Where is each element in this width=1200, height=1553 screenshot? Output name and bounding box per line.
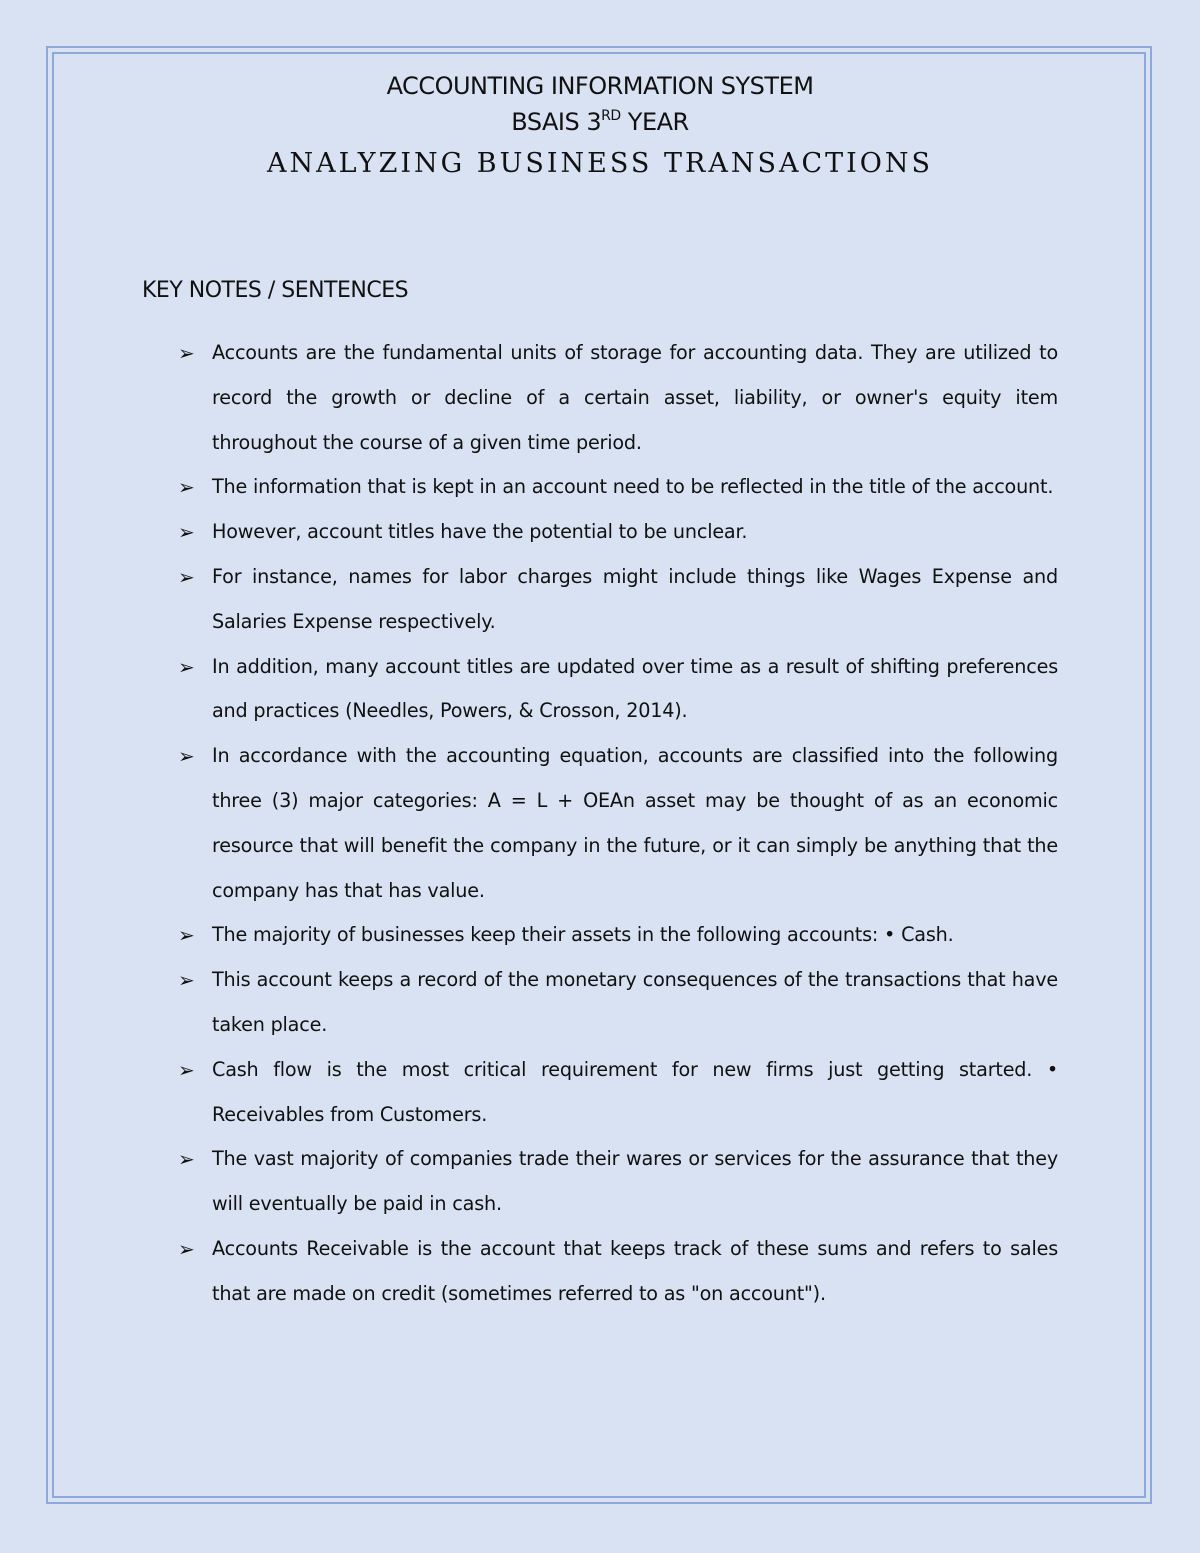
arrowhead-bullet-icon: ➢ — [178, 654, 195, 679]
subtitle-prefix: BSAIS 3 — [511, 108, 602, 136]
list-item-text: Accounts are the fundamental units of storage for accounting data. They are utilized to record the growth or decline of a certain asset, liability, or owner's equity item throughout the course of a given time period. — [212, 341, 1058, 454]
list-item-text: Cash flow is the most critical requirement for new firms just getting started. • Receivables from Customers. — [212, 1057, 1058, 1126]
list-item — [178, 1048, 1058, 1138]
subtitle-suffix: YEAR — [620, 108, 689, 136]
document-title: ACCOUNTING INFORMATION SYSTEM — [386, 72, 814, 100]
arrowhead-bullet-icon: ➢ — [178, 564, 195, 589]
list-item-text: The information that is kept in an account need to be reflected in the title of the account. — [212, 475, 1054, 499]
document-topic: ANALYZING BUSINESS TRANSACTIONS — [266, 148, 934, 179]
arrowhead-bullet-icon: ➢ — [178, 923, 195, 948]
arrowhead-bullet-icon: ➢ — [178, 341, 195, 365]
list-item-text: The majority of businesses keep their assets in the following accounts: • Cash. — [212, 923, 954, 947]
list-item — [178, 510, 1058, 555]
arrowhead-bullet-icon: ➢ — [178, 744, 195, 769]
document-subtitle — [0, 108, 1200, 136]
arrowhead-bullet-icon: ➢ — [178, 520, 195, 545]
list-item-text: Accounts Receivable is the account that keeps track of these sums and refers to sales that are made on credit (sometimes referred to as "on account"). — [212, 1236, 1058, 1305]
list-item — [178, 555, 1058, 645]
list-item-text: For instance, names for labor charges might include things like Wages Expense and Salaries Expense respectively. — [212, 564, 1058, 633]
list-item — [178, 465, 1058, 510]
list-item — [178, 645, 1058, 735]
section-heading: KEY NOTES / SENTENCES — [142, 278, 409, 303]
list-item-text: The vast majority of companies trade their wares or services for the assurance that they will eventually be paid in cash. — [212, 1147, 1058, 1216]
list-item — [178, 734, 1058, 913]
list-item — [178, 1137, 1058, 1227]
list-item — [178, 958, 1058, 1048]
list-item-text: This account keeps a record of the monetary consequences of the transactions that have taken place. — [212, 968, 1058, 1036]
list-item-text: However, account titles have the potential to be unclear. — [212, 520, 748, 544]
arrowhead-bullet-icon: ➢ — [178, 1057, 195, 1082]
list-item — [178, 913, 1058, 958]
arrowhead-bullet-icon: ➢ — [178, 1236, 195, 1261]
list-item-text: In addition, many account titles are updated over time as a result of shifting preferences and practices (Needles, Powers, & Crosson, 2014). — [212, 654, 1058, 723]
subtitle-superscript: RD — [601, 108, 621, 124]
key-notes-list — [178, 331, 1058, 1317]
list-item — [178, 1227, 1058, 1317]
list-item — [178, 331, 1058, 465]
arrowhead-bullet-icon: ➢ — [178, 968, 195, 993]
arrowhead-bullet-icon: ➢ — [178, 475, 195, 500]
list-item-text: In accordance with the accounting equation, accounts are classified into the following three (3) major categories: A = L + OEAn asset may be thought of as an economic resource that will benefit the company in the future, or it can simply be anything that the company has that has value. — [212, 744, 1058, 902]
arrowhead-bullet-icon: ➢ — [178, 1147, 195, 1172]
